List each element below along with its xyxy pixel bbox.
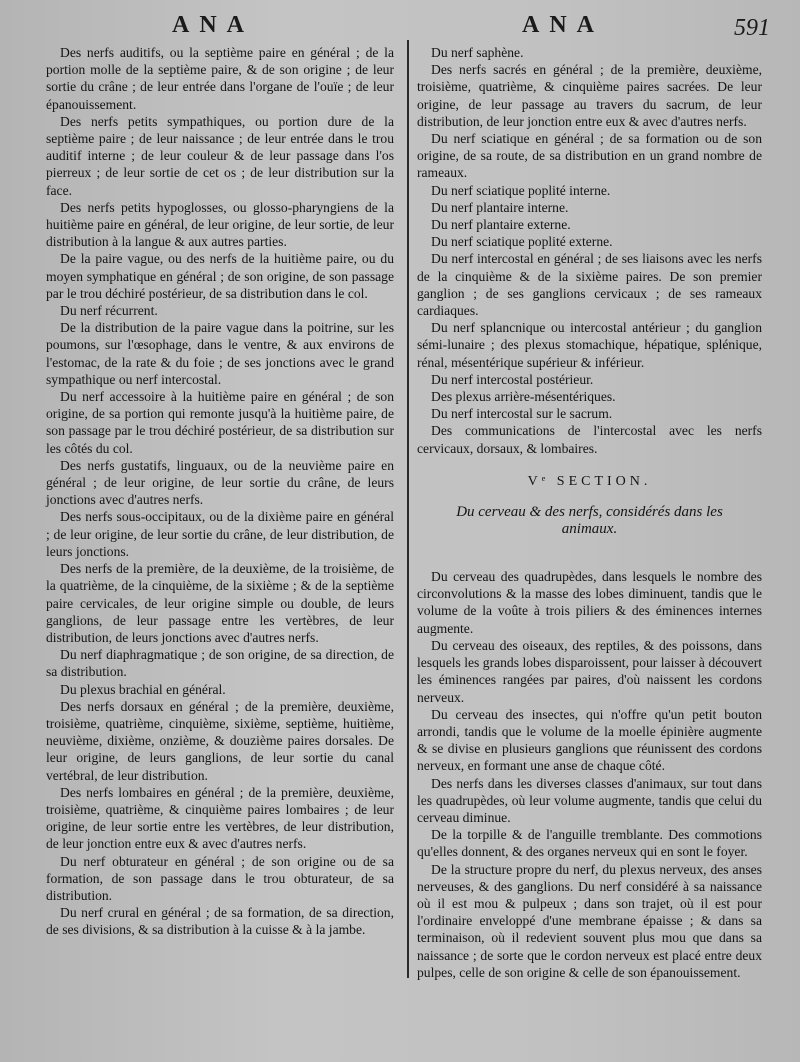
running-head-right: ANA [522, 12, 604, 38]
paragraph: Du nerf saphène. [431, 45, 524, 60]
paragraph: Du nerf plantaire interne. [431, 199, 569, 215]
paragraph: Des nerfs de la première, de la deuxième, de la troisième, de la quatrième, de la cinquième, de la sixième ; & de la septième paire cervicales, de leur origine simple ou double, de leurs ganglions, de leur passage entre les vertèbres, de leur distribution, de leurs jonctions avec d'autres nerfs. [46, 561, 394, 645]
paragraph: Des nerfs dans les diverses classes d'animaux, sur tout dans les quadrupèdes, où leur volume augmente, tandis que celui du cerveau diminue. [417, 775, 762, 825]
paragraph: Du nerf plantaire externe. [431, 217, 571, 233]
paragraph: Du nerf sciatique poplité externe. [431, 234, 613, 250]
column-divider [407, 40, 409, 978]
paragraph: Des nerfs petits sympathiques, ou portion dure de la septième paire ; de leur naissance ; de leur entrée dans le trou auditif interne ; de leur couleur & de leur passage dans l'os pierreux ; de leur sortie de cet os ; de leur distribution sur la face. [46, 113, 394, 198]
paragraph: Des nerfs lombaires en général ; de la première, deuxième, troisième, quatrième, & cinquième paires lombaires ; de leur origine, de leur sortie entre les vertèbres, de leur distribution, de leur jonction entre eux & avec d'autres nerfs. [46, 784, 394, 852]
paragraph: De la paire vague, ou des nerfs de la huitième paire, ou du moyen symphatique en général ; de son origine, de son passage par le trou déchiré postérieur, de sa distribution dans le col. [46, 251, 394, 301]
running-head-left: ANA [172, 12, 254, 38]
right-column [417, 44, 762, 981]
paragraph: Des nerfs petits hypoglosses, ou glosso-pharyngiens de la huitième paire en général, de leur origine, de leur sortie, de leur distribution à la langue & aux autres parties. [46, 199, 394, 250]
page-number: 591 [734, 15, 770, 41]
paragraph: Du cerveau des insectes, qui n'offre qu'un petit bouton arrondi, tandis que le volume de la moelle épinière augmente & se divise en plusieurs ganglions que réunissent des cordons nerveux, en formant une anse de chaque côté. [417, 706, 762, 774]
paragraph: Des nerfs sacrés en général ; de la première, deuxième, troisième, quatrième, & cinquième paires sacrées. De leur origine, de leur passage au travers du sacrum, de leur distribution, de leur jonction entre eux & avec d'autres nerfs. [417, 62, 762, 129]
paragraph: Du cerveau des quadrupèdes, dans lesquels le nombre des circonvolutions & la masse des lobes diminuent, tandis que le volume de la voûte à trois piliers & des éminences internes augmente. [417, 569, 762, 636]
section-heading: Vᵉ SECTION. [527, 473, 652, 489]
paragraph: Des nerfs sous-occipitaux, ou de la dixième paire en général ; de leur origine, de leur sortie du crâne, de leur distribution, de leurs jonctions. [46, 509, 394, 559]
paragraph: Du nerf diaphragmatique ; de son origine, de sa direction, de sa distribution. [46, 647, 394, 680]
paragraph: Du nerf splancnique ou intercostal antérieur ; du ganglion sémi-lunaire ; des plexus stomachique, hépatique, splénique, rénal, mésentérique supérieur & inférieur. [417, 320, 762, 370]
paragraph: Du cerveau des oiseaux, des reptiles, & des poissons, dans lesquels les grands lobes disparoissent, pour laisser à découvert les éminences rangées par paires, d'où naissent les cordons nerveux. [417, 637, 762, 705]
paragraph: Des plexus arrière-mésentériques. [431, 389, 616, 405]
paragraph: Du nerf sciatique poplité interne. [431, 182, 611, 198]
paragraph: Du nerf crural en général ; de sa formation, de sa direction, de ses divisions, & sa distribution à la cuisse & à la jambe. [46, 905, 394, 938]
paragraph: Du nerf intercostal postérieur. [431, 371, 594, 387]
paragraph: Des nerfs dorsaux en général ; de la première, deuxième, troisième, quatrième, cinquième, sixième, septième, huitième, neuvième, dixième, onzième, & douzième paires dorsales. De leur origine, de leurs ganglions, de leur sortie du canal vertébral, de leur distribution. [46, 698, 394, 783]
paragraph: Du nerf récurrent. [60, 303, 158, 319]
paragraph: Des nerfs auditifs, ou la septième paire en général ; de la portion molle de la septième paire, & de son origine ; de leur sortie du crâne ; de leur entrée dans l'organe de l'ouïe ; de leur épanouissement. [46, 45, 394, 112]
paragraph: Du nerf intercostal en général ; de ses liaisons avec les nerfs de la cinquième & de la sixième paires. De son premier ganglion ; de ses ganglions cervicaux ; de ses rameaux cardiaques. [417, 251, 762, 319]
paragraph: Du nerf accessoire à la huitième paire en général ; de son origine, de sa portion qui remonte jusqu'à la huitième paire, de son passage par le trou déchiré postérieur, de sa distribution sur les côtés du col. [46, 389, 394, 456]
paragraph: Des communications de l'intercostal avec les nerfs cervicaux, dorsaux, & lombaires. [417, 423, 762, 456]
paragraph: De la torpille & de l'anguille tremblante. Des commotions qu'elles donnent, & des organes nerveux qui en sont le foyer. [417, 827, 762, 860]
section-subtitle: Du cerveau & des nerfs, considérés dans les animaux. [456, 504, 723, 538]
paragraph: De la structure propre du nerf, du plexus nerveux, des anses nerveuses, & des ganglions. Du nerf considéré à sa naissance où il est mou & pulpeux ; dans son trajet, où il est pour l'ordinaire enveloppé d'une membrane épaisse ; & dans sa terminaison, où il redevient souvent plus mou que dans sa naissance ; de sorte que le cordon nerveux est placé entre deux pulpes, celle de son origine & celle de son épanouissement. [417, 861, 762, 980]
paragraph: Des nerfs gustatifs, linguaux, ou de la neuvième paire en général ; de leur origine, de leur sortie du crâne, de leurs jonctions avec d'autres nerfs. [46, 457, 394, 508]
paragraph: De la distribution de la paire vague dans la poitrine, sur les poumons, sur l'œsophage, dans le ventre, & aux environs de l'estomac, de la rate & du foie ; de ses jonctions avec le grand sympathique ou nerf intercostal. [46, 320, 394, 387]
paragraph: Du nerf obturateur en général ; de son origine ou de sa formation, de son passage dans le trou obturateur, de sa distribution. [46, 853, 394, 903]
paragraph: Du plexus brachial en général. [60, 681, 226, 697]
paragraph: Du nerf sciatique en général ; de sa formation ou de son origine, de sa route, de sa distribution en un grand nombre de rameaux. [417, 131, 762, 181]
left-column [46, 44, 394, 939]
paragraph: Du nerf intercostal sur le sacrum. [431, 406, 613, 422]
